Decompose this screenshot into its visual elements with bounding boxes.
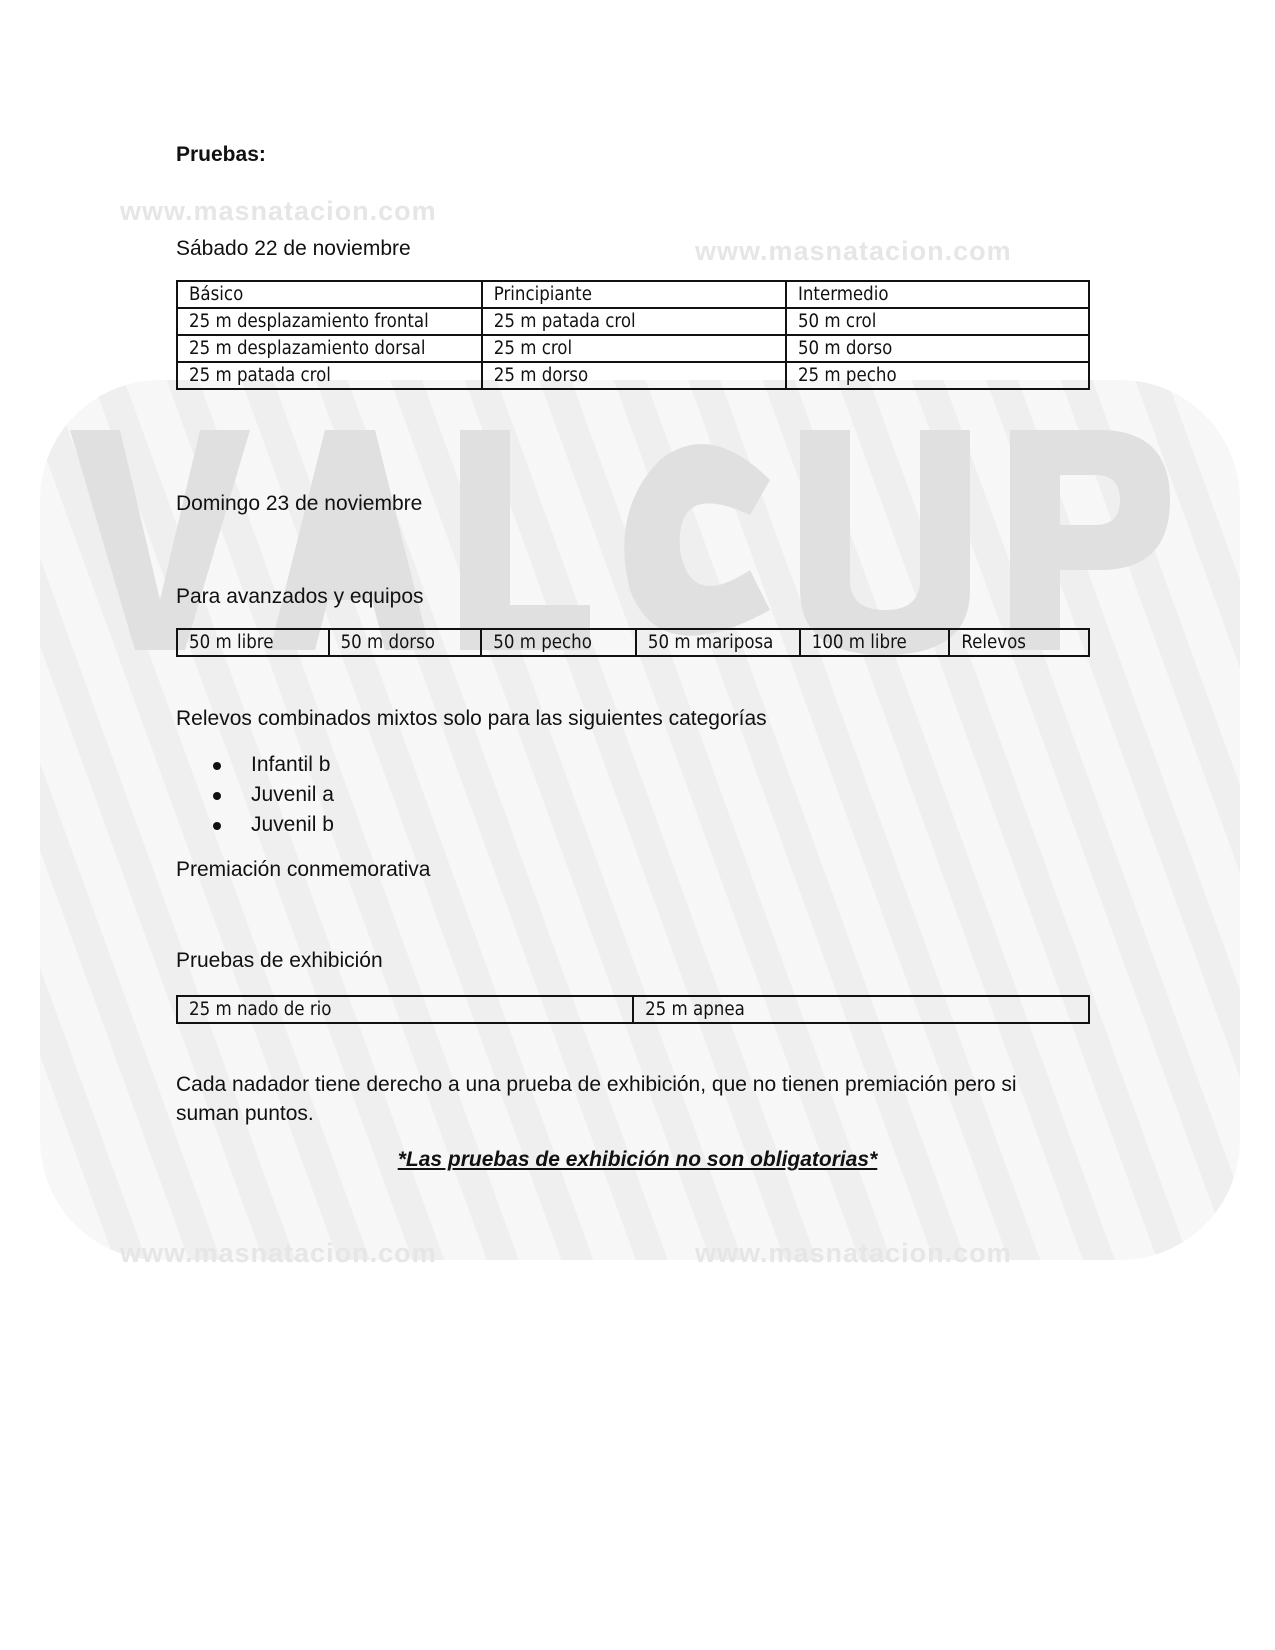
- table-cell: 25 m patada crol: [177, 362, 482, 389]
- table-cell: 50 m crol: [786, 308, 1089, 335]
- award-text: Premiación conmemorativa: [176, 858, 431, 881]
- bullet-icon: [213, 762, 221, 770]
- table-cell: 50 m pecho: [481, 629, 636, 656]
- category-item: Juvenil a: [251, 783, 334, 806]
- watermark-url: www.masnatacion.com: [695, 1238, 1012, 1268]
- optional-note: *Las pruebas de exhibición no son obligatorias*: [397, 1148, 878, 1171]
- table-cell: 50 m libre: [177, 629, 329, 656]
- sunday-title: Domingo 23 de noviembre: [176, 492, 423, 515]
- table-row: [177, 996, 1089, 1023]
- table-cell: 25 m nado de rio: [177, 996, 633, 1023]
- table-cell: 25 m desplazamiento dorsal: [177, 335, 482, 362]
- table-cell: 50 m dorso: [329, 629, 482, 656]
- table-row: [177, 629, 1089, 656]
- exhibition-note: Cada nadador tiene derecho a una prueba de exhibición, que no tienen premiación pero si: [176, 1073, 1017, 1096]
- watermark-url: www.masnatacion.com: [120, 196, 437, 226]
- table-cell: 50 m dorso: [786, 335, 1089, 362]
- table-cell: Relevos: [949, 629, 1089, 656]
- exhibition-table: [176, 995, 1090, 1024]
- bullet-icon: [213, 792, 221, 800]
- table-row: [177, 335, 1089, 362]
- table-cell: 100 m libre: [800, 629, 950, 656]
- category-item: Juvenil b: [251, 813, 334, 836]
- table-row: [177, 308, 1089, 335]
- relay-note: Relevos combinados mixtos solo para las siguientes categorías: [176, 707, 767, 730]
- bullet-icon: [213, 822, 221, 830]
- table-cell: 25 m patada crol: [482, 308, 786, 335]
- sunday-subtitle: Para avanzados y equipos: [176, 585, 424, 608]
- table-header-cell: Principiante: [482, 281, 786, 308]
- watermark-url: www.masnatacion.com: [695, 236, 1012, 266]
- table-cell: 50 m mariposa: [636, 629, 800, 656]
- page-heading: Pruebas:: [176, 143, 266, 166]
- sunday-events-table: [176, 628, 1090, 657]
- watermark-url: www.masnatacion.com: [120, 1238, 437, 1268]
- table-row: [177, 281, 1089, 308]
- category-item: Infantil b: [251, 753, 331, 776]
- exhibition-title: Pruebas de exhibición: [176, 949, 383, 972]
- saturday-table: [176, 280, 1090, 390]
- table-header-cell: Básico: [177, 281, 482, 308]
- table-cell: 25 m dorso: [482, 362, 786, 389]
- table-row: [177, 362, 1089, 389]
- table-cell: 25 m desplazamiento frontal: [177, 308, 482, 335]
- table-cell: 25 m crol: [482, 335, 786, 362]
- table-header-cell: Intermedio: [786, 281, 1089, 308]
- table-cell: 25 m pecho: [786, 362, 1089, 389]
- table-cell: 25 m apnea: [633, 996, 1089, 1023]
- exhibition-note-cont: suman puntos.: [176, 1102, 314, 1125]
- watermark-logo: [70, 420, 1190, 660]
- saturday-title: Sábado 22 de noviembre: [176, 237, 411, 260]
